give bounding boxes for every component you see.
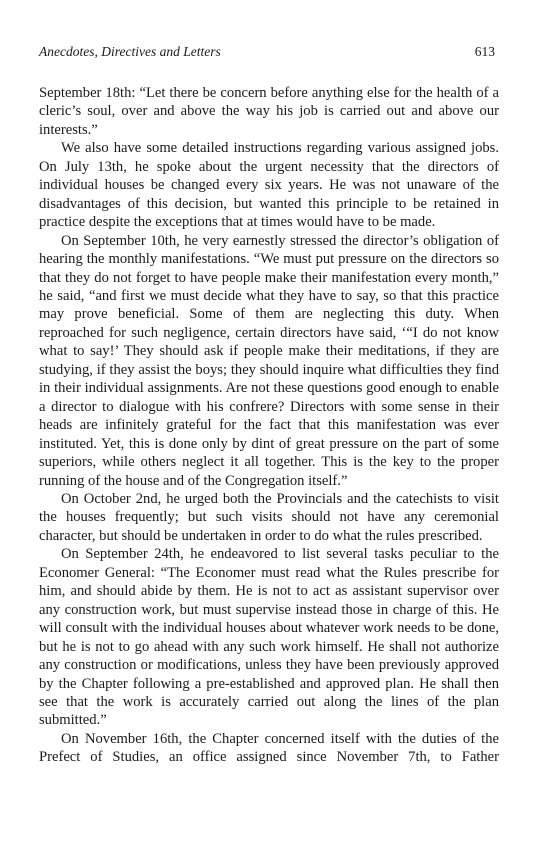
running-header (39, 44, 499, 60)
book-page (39, 44, 499, 767)
running-title: Anecdotes, Directives and Letters (39, 44, 221, 59)
page-number: 613 (474, 44, 495, 59)
paragraph-6: On November 16th, the Chapter concerned itself with the duties of the Prefect of Studies, an office assigned since November 7th, to Father (39, 730, 499, 766)
paragraph-1: September 18th: “Let there be concern before anything else for the health of a cleric’s soul, over and above the way his job is carried out and above our interests.” (39, 85, 499, 138)
paragraph-2: We also have some detailed instructions regarding various assigned jobs. On July 13th, he spoke about the urgent necessity that the directors of individual houses be changed every six years. He was not unaware of the disadvantages of this decision, but wanted this principle to be retained in practice despite the exceptions that at times would have to be made. (39, 140, 499, 231)
paragraph-5: On September 24th, he endeavored to list several tasks peculiar to the Economer General: “The Economer must read what the Rules prescribe for him, and should abide by them. He is not to act as assistant supervisor over any construction work, but must supervise instead those in charge of this. He will consult with the individual houses about whatever work needs to be done, but he is not to go ahead with any such work himself. He shall not authorize any construction or modifications, unless they have been previously approved by the Chapter following a pre-established and approved plan. He shall then see that the work is accurately carried out along the lines of the plan submitted.” (39, 546, 499, 729)
body-text (39, 84, 499, 767)
paragraph-4: On October 2nd, he urged both the Provincials and the catechists to visit the houses frequently; but such visits should not have any ceremonial character, but should be undertaken in order to do what the rules prescribed. (39, 490, 499, 544)
paragraph-3: On September 10th, he very earnestly stressed the director’s obligation of hearing the monthly manifestations. “We must put pressure on the directors so that they do not forget to have people make their manifestation every month,” he said, “and first we must decide what they have to say, so that this practice may prove beneficial. Some of them are neglecting this duty. When reproached for such negligence, certain directors have said, ‘“I do not know what to say!’ They should ask if people make their meditations, if they are studying, if they assist the boys; they should inquire what difficulties they find in their individual assignments. Are not these questions good enough to enable a director to dialogue with his confrere? Directors with some sense in their heads are infinitely grateful for the fact that this manifestation was ever instituted. Yet, this is done only by dint of great pressure on the part of some superiors, while others neglect it all together. This is the key to the proper running of the house and of the Congregation itself.” (39, 232, 499, 489)
